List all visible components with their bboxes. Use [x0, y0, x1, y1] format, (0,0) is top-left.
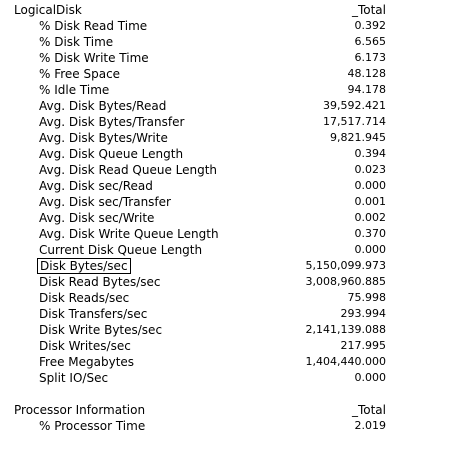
counter-name: % Idle Time — [39, 83, 110, 97]
instance-name: _Total — [351, 3, 386, 17]
counter-name: Avg. Disk sec/Transfer — [39, 195, 171, 209]
counter-row[interactable] — [0, 354, 449, 370]
counter-row[interactable] — [0, 66, 449, 82]
counter-row[interactable] — [0, 50, 449, 66]
counter-value: 0.001 — [354, 195, 386, 208]
counter-row[interactable] — [0, 130, 449, 146]
counter-row-selected[interactable] — [0, 258, 449, 274]
counter-name: Avg. Disk sec/Write — [39, 211, 155, 225]
counter-row[interactable] — [0, 274, 449, 290]
counter-value: 0.394 — [354, 147, 386, 160]
counter-value: 5,150,099.973 — [305, 259, 386, 272]
counter-row[interactable] — [0, 226, 449, 242]
counter-name: Free Megabytes — [39, 355, 135, 369]
counter-row[interactable] — [0, 306, 449, 322]
counter-name: Split IO/Sec — [39, 371, 109, 385]
counter-row[interactable] — [0, 114, 449, 130]
counter-name: Disk Writes/sec — [39, 339, 131, 353]
counter-row[interactable] — [0, 146, 449, 162]
instance-name: _Total — [351, 403, 386, 417]
counter-name: Avg. Disk Write Queue Length — [39, 227, 219, 241]
counter-value: 0.023 — [354, 163, 386, 176]
counter-name: % Processor Time — [39, 419, 146, 433]
counter-value: 75.998 — [347, 291, 386, 304]
counter-value: 0.000 — [354, 371, 386, 384]
counter-value: 6.173 — [354, 51, 386, 64]
counter-name: Avg. Disk Bytes/Read — [39, 99, 167, 113]
counter-row[interactable] — [0, 194, 449, 210]
counter-name: Avg. Disk Bytes/Transfer — [39, 115, 185, 129]
counter-row[interactable] — [0, 178, 449, 194]
counter-row[interactable] — [0, 210, 449, 226]
counter-value: 3,008,960.885 — [305, 275, 386, 288]
counter-row[interactable] — [0, 290, 449, 306]
counter-row[interactable] — [0, 18, 449, 34]
counter-value: 1,404,440.000 — [305, 355, 386, 368]
counter-name: Avg. Disk Read Queue Length — [39, 163, 218, 177]
counter-name: Disk Write Bytes/sec — [39, 323, 163, 337]
counter-value: 0.000 — [354, 243, 386, 256]
counter-value: 217.995 — [340, 339, 386, 352]
counter-value: 2,141,139.088 — [305, 323, 386, 336]
counter-value: 39,592.421 — [323, 99, 386, 112]
counter-value: 0.392 — [354, 19, 386, 32]
counter-name: Avg. Disk Bytes/Write — [39, 131, 168, 145]
counter-row[interactable] — [0, 34, 449, 50]
counter-value: 0.002 — [354, 211, 386, 224]
counter-value: 94.178 — [347, 83, 386, 96]
object-name: LogicalDisk — [14, 3, 82, 17]
counter-value: 9,821.945 — [330, 131, 386, 144]
performance-report — [0, 2, 449, 434]
counter-value: 293.994 — [340, 307, 386, 320]
counter-row[interactable] — [0, 242, 449, 258]
object-header-row[interactable] — [0, 2, 449, 18]
counter-row[interactable] — [0, 322, 449, 338]
counter-row[interactable] — [0, 418, 449, 434]
counter-value: 17,517.714 — [323, 115, 386, 128]
counter-name: Avg. Disk Queue Length — [39, 147, 184, 161]
counter-name: Current Disk Queue Length — [39, 243, 203, 257]
counter-value: 48.128 — [347, 67, 386, 80]
counter-row[interactable] — [0, 370, 449, 386]
counter-name: % Disk Write Time — [39, 51, 149, 65]
counter-name: % Disk Read Time — [39, 19, 148, 33]
object-header-row[interactable] — [0, 402, 449, 418]
counter-name: % Disk Time — [39, 35, 114, 49]
counter-name: Disk Reads/sec — [39, 291, 130, 305]
counter-row[interactable] — [0, 82, 449, 98]
counter-value: 0.000 — [354, 179, 386, 192]
counter-value: 2.019 — [354, 419, 386, 432]
group-spacer — [0, 386, 449, 402]
counter-row[interactable] — [0, 162, 449, 178]
object-name: Processor Information — [14, 403, 146, 417]
counter-value: 0.370 — [354, 227, 386, 240]
counter-row[interactable] — [0, 98, 449, 114]
counter-row[interactable] — [0, 338, 449, 354]
counter-name-selected: Disk Bytes/sec — [40, 259, 128, 273]
counter-name: % Free Space — [39, 67, 121, 81]
counter-name: Disk Read Bytes/sec — [39, 275, 161, 289]
counter-value: 6.565 — [354, 35, 386, 48]
counter-name: Avg. Disk sec/Read — [39, 179, 153, 193]
counter-name: Disk Transfers/sec — [39, 307, 148, 321]
